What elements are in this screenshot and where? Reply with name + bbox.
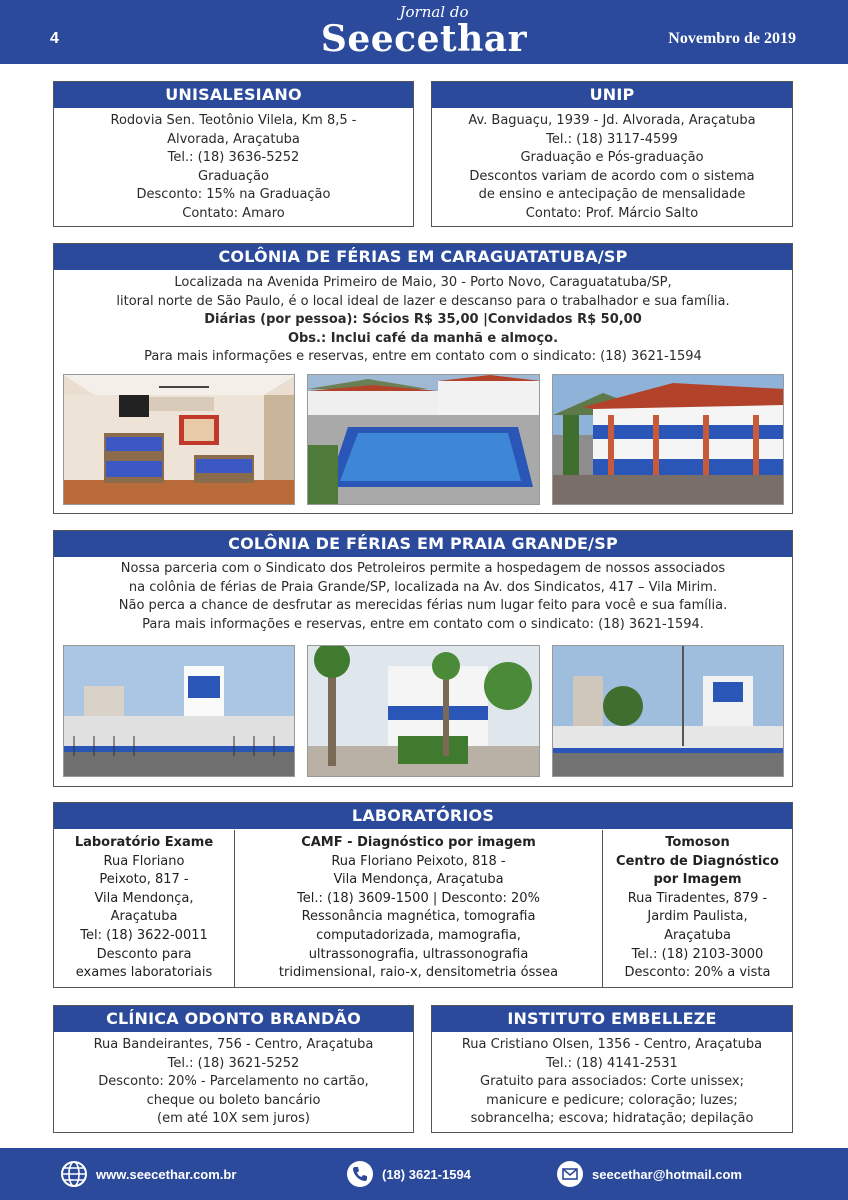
odonto-address: Rua Bandeirantes, 756 - Centro, Araçatuba <box>93 1037 374 1052</box>
caraguatatuba-address: Localizada na Avenida Primeiro de Maio, 30 - Porto Novo, Caraguatatuba/SP, <box>174 275 672 290</box>
praia-street-photo <box>552 645 784 777</box>
odonto-box <box>53 1005 414 1133</box>
unip-box <box>431 81 793 227</box>
bedroom-photo <box>63 374 295 505</box>
unisalesiano-discount: Desconto: 15% na Graduação <box>136 187 331 203</box>
lab-exame-line-7: exames laboratoriais <box>75 965 213 981</box>
lab-camf-phone: Tel.: (18) 3609-1500 | Desconto: 20% <box>297 890 540 906</box>
unisalesiano-district: Alvorada, Araçatuba <box>167 131 300 147</box>
lab-camf-line-2: Vila Mendonça, Araçatuba <box>333 872 504 888</box>
lab-tomoson-line-1: Rua Tiradentes, 879 - <box>627 890 768 906</box>
lab-tomoson-discount: Desconto: 20% a vista <box>624 965 771 981</box>
odonto-installments: (em até 10X sem juros) <box>157 1111 310 1127</box>
header-bar <box>0 0 848 64</box>
lab-tomoson-name-2: Centro de Diagnóstico <box>616 853 779 869</box>
phone-icon <box>346 1160 374 1188</box>
footer-email-text: seecethar@hotmail.com <box>592 1166 742 1182</box>
unisalesiano-phone: Tel.: (18) 3636-5252 <box>167 150 300 166</box>
lab-exame-name: Laboratório Exame <box>74 835 214 850</box>
balcony-building-photo <box>552 374 784 505</box>
unip-address: Av. Baguaçu, 1939 - Jd. Alvorada, Araçatuba <box>468 113 756 128</box>
caraguatatuba-title: COLÔNIA DE FÉRIAS EM CARAGUATATUBA/SP <box>54 244 792 270</box>
unisalesiano-title: UNISALESIANO <box>54 82 413 108</box>
bedroom-illustration <box>64 375 295 505</box>
lab-camf-line-7: tridimensional, raio-x, densitometria óssea <box>278 965 559 981</box>
embelleze-address: Rua Cristiano Olsen, 1356 - Centro, Araçatuba <box>461 1037 763 1052</box>
unip-contact: Contato: Prof. Márcio Salto <box>525 205 699 221</box>
unip-course: Graduação e Pós-graduação <box>520 150 704 166</box>
odonto-title: CLÍNICA ODONTO BRANDÃO <box>54 1006 413 1032</box>
lab-exame-line-6: Desconto para <box>96 946 192 962</box>
caraguatatuba-contact: Para mais informações e reservas, entre em contato com o sindicato: (18) 3621-1594 <box>144 349 702 365</box>
unisalesiano-body <box>54 108 413 224</box>
lab-camf-line-5: computadorizada, mamografia, <box>316 927 521 943</box>
odonto-payment: cheque ou boleto bancário <box>146 1092 321 1108</box>
laboratorios-title: LABORATÓRIOS <box>54 803 792 829</box>
lab-exame-line-4: Araçatuba <box>110 909 178 925</box>
lab-camf-line-6: ultrassonografia, ultrassonografia <box>308 946 529 962</box>
footer-website[interactable] <box>60 1160 236 1188</box>
lab-tomoson-name-1: Tomoson <box>665 835 730 850</box>
lab-exame <box>54 830 234 987</box>
caraguatatuba-box <box>53 243 793 514</box>
unip-title: UNIP <box>432 82 792 108</box>
lab-camf-line-1: Rua Floriano Peixoto, 818 - <box>331 853 506 869</box>
unip-phone: Tel.: (18) 3117-4599 <box>546 131 678 147</box>
odonto-body <box>54 1032 413 1129</box>
odonto-discount: Desconto: 20% - Parcelamento no cartão, <box>98 1074 369 1090</box>
laboratorios-box <box>53 802 793 988</box>
issue-date: Novembro de 2019 <box>668 30 796 47</box>
lab-camf-name: CAMF - Diagnóstico por imagem <box>301 835 536 850</box>
footer-website-text: www.seecethar.com.br <box>96 1166 237 1182</box>
embelleze-box <box>431 1005 793 1133</box>
praia-street-illustration <box>553 646 784 777</box>
page-number: 4 <box>50 30 59 47</box>
masthead-pre: Jornal do <box>399 3 469 21</box>
lab-camf-line-4: Ressonância magnética, tomografia <box>301 909 536 925</box>
lab-tomoson-name-3: por Imagem <box>653 872 742 888</box>
lab-exame-line-2: Peixoto, 817 - <box>99 872 189 888</box>
embelleze-body <box>432 1032 792 1129</box>
caraguatatuba-description: litoral norte de São Paulo, é o local ideal de lazer e descanso para o trabalhador e sua família. <box>116 293 730 309</box>
praia-facade-illustration <box>64 646 295 777</box>
praia-garden-illustration <box>308 646 540 777</box>
embelleze-line-5: sobrancelha; escova; hidratação; depilação <box>470 1111 754 1127</box>
unip-body <box>432 108 792 224</box>
lab-exame-phone: Tel: (18) 3622-0011 <box>80 927 208 943</box>
lab-tomoson-phone: Tel.: (18) 2103-3000 <box>631 946 764 962</box>
unisalesiano-address: Rodovia Sen. Teotônio Vilela, Km 8,5 - <box>110 113 357 128</box>
envelope-icon <box>556 1160 584 1188</box>
praia-garden-photo <box>307 645 540 777</box>
praia-grande-body <box>54 557 792 634</box>
footer-email[interactable] <box>556 1160 742 1188</box>
caraguatatuba-note: Obs.: Inclui café da manhã e almoço. <box>287 330 559 346</box>
unisalesiano-contact: Contato: Amaro <box>182 205 285 221</box>
unip-discount-2: de ensino e antecipação de mensalidade <box>478 187 746 203</box>
masthead-name: Seecethar <box>320 18 528 60</box>
lab-tomoson-line-3: Araçatuba <box>664 927 731 943</box>
embelleze-phone: Tel.: (18) 4141-2531 <box>546 1055 678 1071</box>
praia-grande-line-3: Não perca a chance de desfrutar as merecidas férias num lugar feito para você e sua família. <box>118 598 728 614</box>
pool-illustration <box>308 375 540 505</box>
footer-phone-text: (18) 3621-1594 <box>382 1166 471 1182</box>
praia-grande-line-2: na colônia de férias de Praia Grande/SP, localizada na Av. dos Sindicatos, 417 – Vila Mirim. <box>128 579 718 595</box>
globe-icon <box>60 1160 88 1188</box>
praia-grande-line-4: Para mais informações e reservas, entre em contato com o sindicato: (18) 3621-1594. <box>142 616 704 632</box>
caraguatatuba-rates: Diárias (por pessoa): Sócios R$ 35,00 |Convidados R$ 50,00 <box>204 312 642 328</box>
lab-tomoson-line-2: Jardim Paulista, <box>647 909 748 925</box>
footer-bar <box>0 1148 848 1200</box>
footer-phone[interactable] <box>346 1160 471 1188</box>
praia-facade-photo <box>63 645 295 777</box>
caraguatatuba-body <box>54 270 792 367</box>
lab-camf <box>235 830 602 987</box>
odonto-phone: Tel.: (18) 3621-5252 <box>167 1055 300 1071</box>
pool-photo <box>307 374 540 505</box>
lab-exame-line-3: Vila Mendonça, <box>94 890 194 906</box>
balcony-building-illustration <box>553 375 784 505</box>
embelleze-line-4: manicure e pedicure; coloração; luzes; <box>486 1092 738 1108</box>
embelleze-line-3: Gratuito para associados: Corte unissex; <box>480 1074 744 1090</box>
praia-grande-line-1: Nossa parceria com o Sindicato dos Petroleiros permite a hospedagem de nossos associados <box>120 561 726 576</box>
embelleze-title: INSTITUTO EMBELLEZE <box>432 1006 792 1032</box>
lab-exame-line-1: Rua Floriano <box>103 853 185 869</box>
lab-tomoson <box>603 830 792 987</box>
unisalesiano-box <box>53 81 414 227</box>
praia-grande-box <box>53 530 793 787</box>
unip-discount-1: Descontos variam de acordo com o sistema <box>469 168 755 184</box>
unisalesiano-course: Graduação <box>198 168 269 184</box>
praia-grande-title: COLÔNIA DE FÉRIAS EM PRAIA GRANDE/SP <box>54 531 792 557</box>
